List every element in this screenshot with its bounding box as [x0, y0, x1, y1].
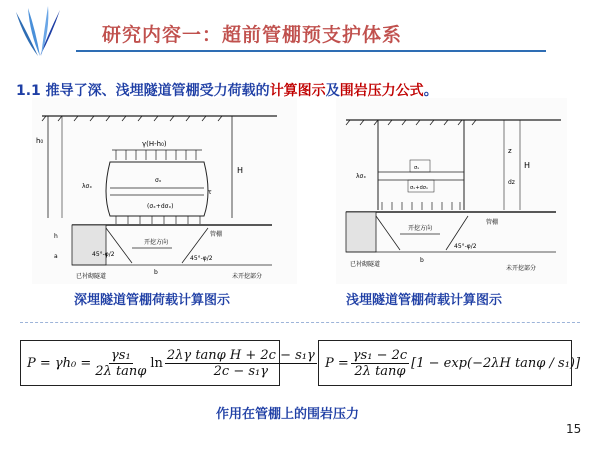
- formula1-frac2-den: 2c − s₁γ: [213, 363, 269, 379]
- subtitle-prefix: 1.1 推导了深、浅埋隧道管棚受力荷载的: [16, 83, 270, 99]
- label-z: z: [508, 147, 512, 155]
- label-sigma-z-right: σₓ: [414, 165, 420, 171]
- page-number: 15: [566, 422, 582, 436]
- label-H: H: [237, 166, 244, 175]
- label-angle-left: 45°-φ/2: [92, 251, 115, 258]
- subtitle-highlight-diagram: 计算图示: [269, 83, 326, 99]
- label-unexcavated: 未开挖部分: [232, 273, 263, 280]
- formula1-frac1: [93, 348, 148, 379]
- formula1-frac1-den: 2λ tanφ: [95, 363, 147, 379]
- label-sigma-dz-right: σₓ+dσₓ: [410, 185, 429, 191]
- formula-shallow: [318, 340, 581, 386]
- caption-shallow-tunnel: 浅埋隧道管棚荷载计算图示: [346, 293, 503, 308]
- label-lambda-sigma-right: λσₓ: [356, 173, 367, 180]
- caption-deep-tunnel: 深埋隧道管棚荷载计算图示: [74, 293, 231, 308]
- pressure-caption: 作用在管棚上的围岩压力: [216, 407, 360, 422]
- label-direction: 开挖方向: [144, 239, 169, 246]
- formula2-frac: [351, 348, 409, 379]
- label-dz: dz: [508, 179, 515, 186]
- formula2-frac-den: 2λ tanφ: [354, 363, 406, 379]
- formula1-frac2: [165, 348, 317, 379]
- formula2-lhs: P =: [325, 355, 349, 371]
- label-a: a: [54, 253, 58, 260]
- slide-subtitle: [16, 80, 438, 100]
- formula1-frac1-num: γs₁: [111, 347, 131, 363]
- formula-deep: [20, 340, 315, 386]
- slide-title: 研究内容一：超前管棚预支护体系: [102, 24, 403, 46]
- label-guanpeng: 管棚: [210, 231, 223, 238]
- formula1-lhs: P = γh₀ =: [27, 355, 92, 371]
- label-unexcavated-right: 未开挖部分: [506, 265, 537, 272]
- subtitle-highlight-formula: 围岩压力公式: [339, 83, 424, 99]
- logo-icon: [8, 4, 68, 62]
- section-divider: [20, 322, 580, 323]
- subtitle-suffix: 。: [423, 83, 438, 99]
- label-sigma-z: σₓ: [155, 177, 162, 184]
- label-lambda-sigma: λσₓ: [82, 183, 93, 190]
- formula2-frac-num: γs₁ − 2c: [352, 347, 408, 363]
- label-lined-tunnel-right: 已衬砌隧道: [350, 261, 381, 268]
- formula1-frac2-num: 2λγ tanφ H + 2c − s₁γ: [166, 347, 315, 363]
- label-load: γ(H-h₀): [142, 140, 167, 148]
- label-direction-right: 开挖方向: [408, 225, 433, 232]
- subtitle-mid: 及: [325, 83, 340, 99]
- title-underline: [76, 50, 546, 52]
- label-sigma-dz: (σₓ+dσₓ): [147, 203, 174, 210]
- label-b: b: [154, 269, 158, 276]
- label-lined-tunnel: 已衬砌隧道: [76, 273, 107, 280]
- label-guanpeng-right: 管棚: [486, 219, 499, 226]
- deep-tunnel-diagram: [32, 98, 297, 284]
- shallow-tunnel-diagram: [336, 98, 567, 284]
- formula1-ln: ln: [150, 355, 163, 371]
- label-h: h: [54, 233, 58, 240]
- formula2-bracket: [1 − exp(−2λH tanφ / s₁)]: [411, 355, 581, 371]
- label-H-right: H: [524, 161, 531, 170]
- label-h0: h₀: [36, 137, 44, 145]
- label-angle-right-fig: 45°-φ/2: [454, 243, 477, 250]
- label-tau: τ: [208, 189, 212, 196]
- label-b-right: b: [420, 257, 424, 264]
- label-angle-right: 45°-φ/2: [190, 255, 213, 262]
